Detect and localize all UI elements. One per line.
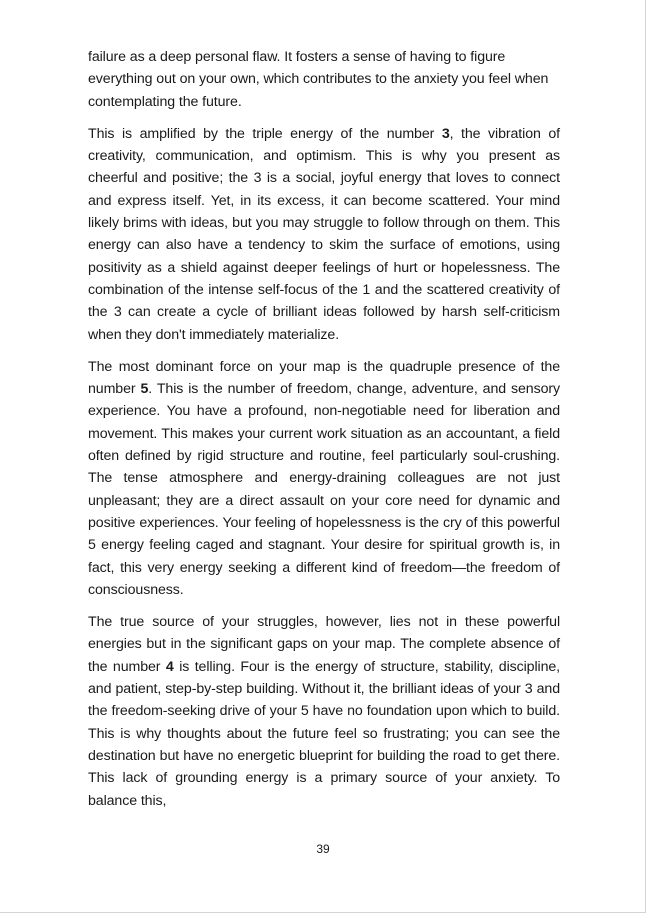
- paragraph-4: [88, 611, 560, 812]
- paragraph-2-text-a: This is amplified by the triple energy of the number: [88, 125, 442, 142]
- page-number: 39: [316, 842, 330, 856]
- paragraph-4-text-a: The true source of your struggles, however, lies not in these powerful energies but in the significant gaps on your map. The complete absence of the number: [88, 614, 560, 675]
- paragraph-2-text-b: , the vibration of creativity, communication, and optimism. This is why you present as cheerful and positive; the 3 is a social, joyful energy that loves to connect and express itself. Yet, in its excess, it can become scattered. Your mind likely brims with ideas, but you may struggle to follow through on them. This energy can also have a tendency to skim the surface of emotions, using positivity as a shield against deeper feelings of hurt or hopelessness. The combination of the intense self-focus of the 1 and the scattered creativity of the 3 can create a cycle of brilliant ideas followed by harsh self-criticism when they don't immediately materialize.: [88, 125, 560, 343]
- paragraph-2-number-3: 3: [441, 125, 450, 142]
- paragraph-3-text-a: The most dominant force on your map is the quadruple presence of the number: [88, 358, 560, 398]
- paragraph-4-text-b: is telling. Four is the energy of structure, stability, discipline, and patient, step-by-step building. Without it, the brilliant ideas of your 3 and the freedom-seeking drive of your 5 have no foundation upon which to build. This is why thoughts about the future feel so frustrating; you can see the destination but have no energetic blueprint for building the road to get there. This lack of grounding energy is a primary source of your anxiety. To balance this,: [88, 658, 560, 809]
- paragraph-3-number-5: 5: [140, 381, 149, 398]
- paragraph-2: [88, 123, 560, 346]
- paragraph-1: [88, 46, 560, 113]
- paragraph-4-number-4: 4: [165, 658, 174, 675]
- body-text: [88, 46, 560, 822]
- paragraph-3: [88, 356, 560, 601]
- paragraph-3-text-b: . This is the number of freedom, change, adventure, and sensory experience. You have a profound, non-negotiable need for liberation and movement. This makes your current work situation as an accountant, a field often defined by rigid structure and routine, feel particularly soul-crushing. The tense atmosphere and energy-draining colleagues are not just unpleasant; they are a direct assault on your core need for dynamic and positive experiences. Your feeling of hopelessness is the cry of this powerful 5 energy feeling caged and stagnant. Your desire for spiritual growth is, in fact, this very energy seeking a different kind of freedom—the freedom of consciousness.: [88, 381, 560, 598]
- paragraph-1-text: failure as a deep personal flaw. It fosters a sense of having to figure everything out on your own, which contributes to the anxiety you feel when contemplating the future.: [88, 49, 549, 110]
